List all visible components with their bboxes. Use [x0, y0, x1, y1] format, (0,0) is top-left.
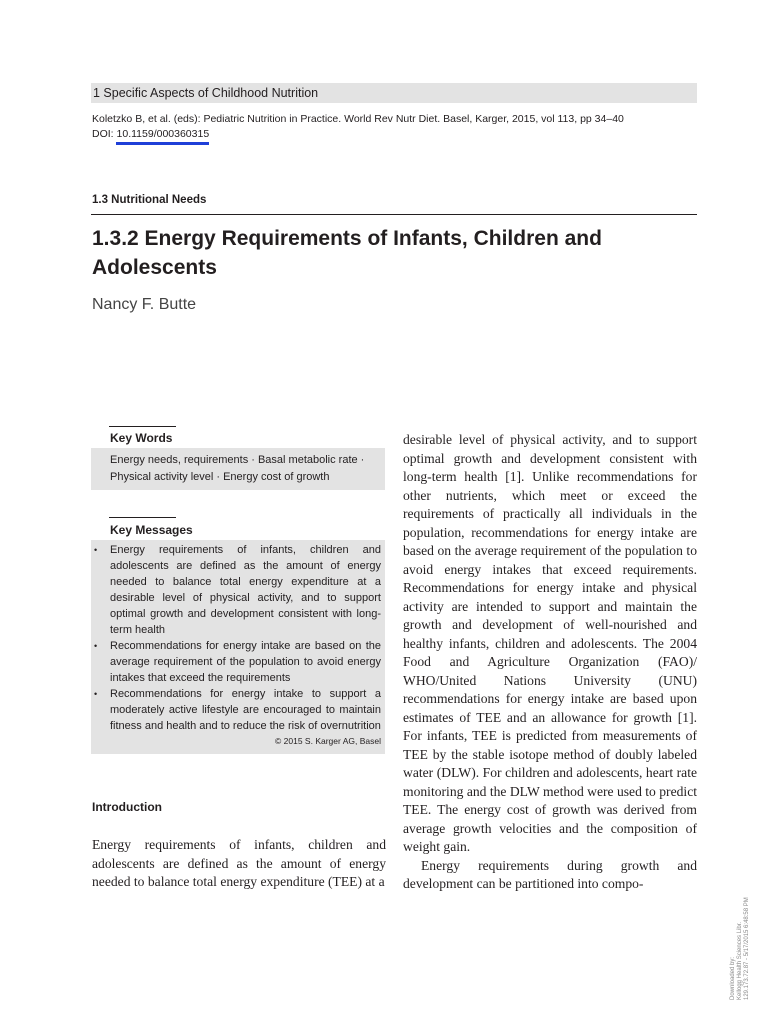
key-message-item: • Recommendations for energy intake to support a moderately active lifestyle are encouraged to maintain fitness and health and to reduce the risk of overnutrition [110, 686, 381, 734]
key-message-item: • Recommendations for energy intake are based on the average requirement of the population to avoid energy intakes that exceed the requirements [110, 638, 381, 686]
introduction-paragraph: Energy requirements of infants, children and adolescents are defined as the amount of energy needed to balance total energy expenditure (TEE) at a [92, 837, 386, 889]
key-messages-heading: Key Messages [110, 523, 193, 537]
download-watermark: Downloaded by: Kellogg Health Sciences Libr. 129.173.72.87 - 5/17/2015 6:48:58 PM [730, 897, 750, 1000]
article-title: 1.3.2 Energy Requirements of Infants, Children and Adolescents [92, 227, 602, 279]
doi-link-underline [116, 142, 209, 145]
key-words-heading: Key Words [110, 431, 173, 445]
body-paragraph: desirable level of physical activity, and to support optimal growth and development consistent with long-term health [1]. Unlike recommendations for other nutrients, which meet or exceed the requirements of practically all individuals in the population, recommendations for energy intake are based on the average requirement of the population to avoid energy intakes that exceed requirements. Recommendations for energy intake and physical activity are intended to support and maintain the growth and development of well-nourished and healthy infants, children and adolescents. The 2004 Food and Agriculture Organization (FAO)/ WHO/United Nations University (UNU) recommendations for energy intake are based upon estimates of TEE and an allowance for growth [1]. For infants, TEE is predicted from measurements of TEE by the stable isotope method of doubly labeled water (DLW). For children and adolescents, heart rate monitoring and the DLW method were used to predict TEE. The energy cost of growth was derived from average growth velocities and the composition of weight gain. [403, 432, 697, 854]
key-words-rule [109, 426, 176, 427]
key-messages-box [91, 540, 385, 754]
key-message-item: • Energy requirements of infants, children and adolescents are defined as the amount of energy needed to balance total energy expenditure at a desirable level of physical activity, and to support optimal growth and development consistent with long-term health [110, 542, 381, 638]
doi-prefix: DOI: [92, 128, 117, 140]
copyright-notice: © 2015 S. Karger AG, Basel [275, 736, 381, 746]
citation-block [92, 112, 702, 142]
chapter-header: 1 Specific Aspects of Childhood Nutrition [91, 83, 697, 103]
doi-line [92, 127, 702, 142]
key-words-box [91, 448, 385, 490]
citation-text: Koletzko B, et al. (eds): Pediatric Nutrition in Practice. World Rev Nutr Diet. Basel, Karger, 2015, vol 113, pp 34–40 [92, 113, 624, 125]
key-words-line: Energy needs, requirements · Basal metabolic rate · [110, 454, 365, 466]
body-paragraph: Energy requirements during growth and development can be partitioned into compo- [403, 857, 697, 891]
key-messages-list [110, 542, 381, 734]
author-name: Nancy F. Butte [92, 296, 197, 313]
section-label: 1.3 Nutritional Needs [92, 194, 207, 206]
right-column-text [403, 431, 697, 894]
key-messages-rule [109, 517, 176, 518]
section-divider [91, 214, 697, 215]
doi-link[interactable]: 10.1159/000360315 [116, 128, 210, 140]
key-words-line: Physical activity level · Energy cost of growth [110, 471, 330, 483]
introduction-heading: Introduction [92, 800, 162, 814]
